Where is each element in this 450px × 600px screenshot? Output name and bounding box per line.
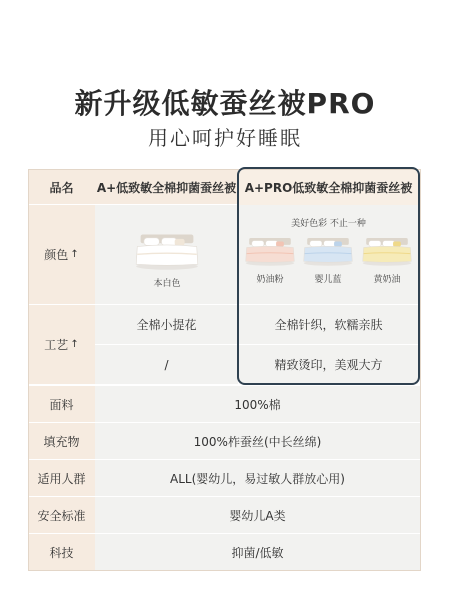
- shared-label-3: 安全标准: [28, 497, 95, 533]
- shared-value-2: ALL(婴幼儿，易过敏人群放心用): [95, 460, 420, 496]
- craft-col-a-2: /: [95, 345, 238, 384]
- bed-color-label: 婴儿蓝: [314, 275, 342, 285]
- color-row-label: [28, 205, 95, 304]
- pro-color-note: 美好色彩 不止一种: [291, 219, 366, 229]
- shared-label-4: 科技: [28, 534, 95, 570]
- craft-arrow: ↑: [70, 339, 79, 350]
- shared-label-1: 填充物: [28, 423, 95, 459]
- bed-pink: [244, 236, 296, 285]
- shared-value-4: 抑菌/低敏: [95, 534, 420, 570]
- table-outline-top: [28, 169, 420, 170]
- table-outline-bottom: [28, 570, 421, 571]
- subtitle: 用心呵护好睡眠: [148, 126, 302, 150]
- bed-color-label: 黄奶油: [373, 275, 401, 285]
- table-outline-right: [420, 169, 421, 571]
- bed-color-label: 奶油粉: [256, 275, 284, 285]
- shared-label-2: 适用人群: [28, 460, 95, 496]
- craft-col-pro-2: 精致烫印，美观大方: [239, 345, 418, 384]
- color-label-text: 颜色: [44, 248, 69, 262]
- bed-color-label: 本白色: [153, 279, 181, 289]
- bed-white: [134, 232, 200, 289]
- shared-value-0: 100%棉: [95, 386, 420, 422]
- main-title: 新升级低敏蚕丝被PRO: [74, 87, 376, 120]
- header-label: 品名: [28, 170, 95, 204]
- craft-col-pro-1: 全棉针织，软糯亲肤: [239, 305, 418, 344]
- shared-value-1: 100%柞蚕丝(中长丝绵): [95, 423, 420, 459]
- shared-label-0: 面料: [28, 386, 95, 422]
- craft-label-text: 工艺: [44, 338, 69, 352]
- color-arrow: ↑: [70, 249, 79, 260]
- craft-col-a-1: 全棉小提花: [95, 305, 238, 344]
- header-col-a: A+低致敏全棉抑菌蚕丝被: [95, 170, 238, 204]
- bed-yellow: [361, 236, 413, 285]
- table-outline-left: [28, 169, 29, 571]
- shared-value-3: 婴幼儿A类: [95, 497, 420, 533]
- bed-blue: [302, 236, 354, 285]
- craft-row-label: [28, 305, 95, 384]
- header-col-pro: A+PRO低致敏全棉抑菌蚕丝被: [244, 180, 413, 195]
